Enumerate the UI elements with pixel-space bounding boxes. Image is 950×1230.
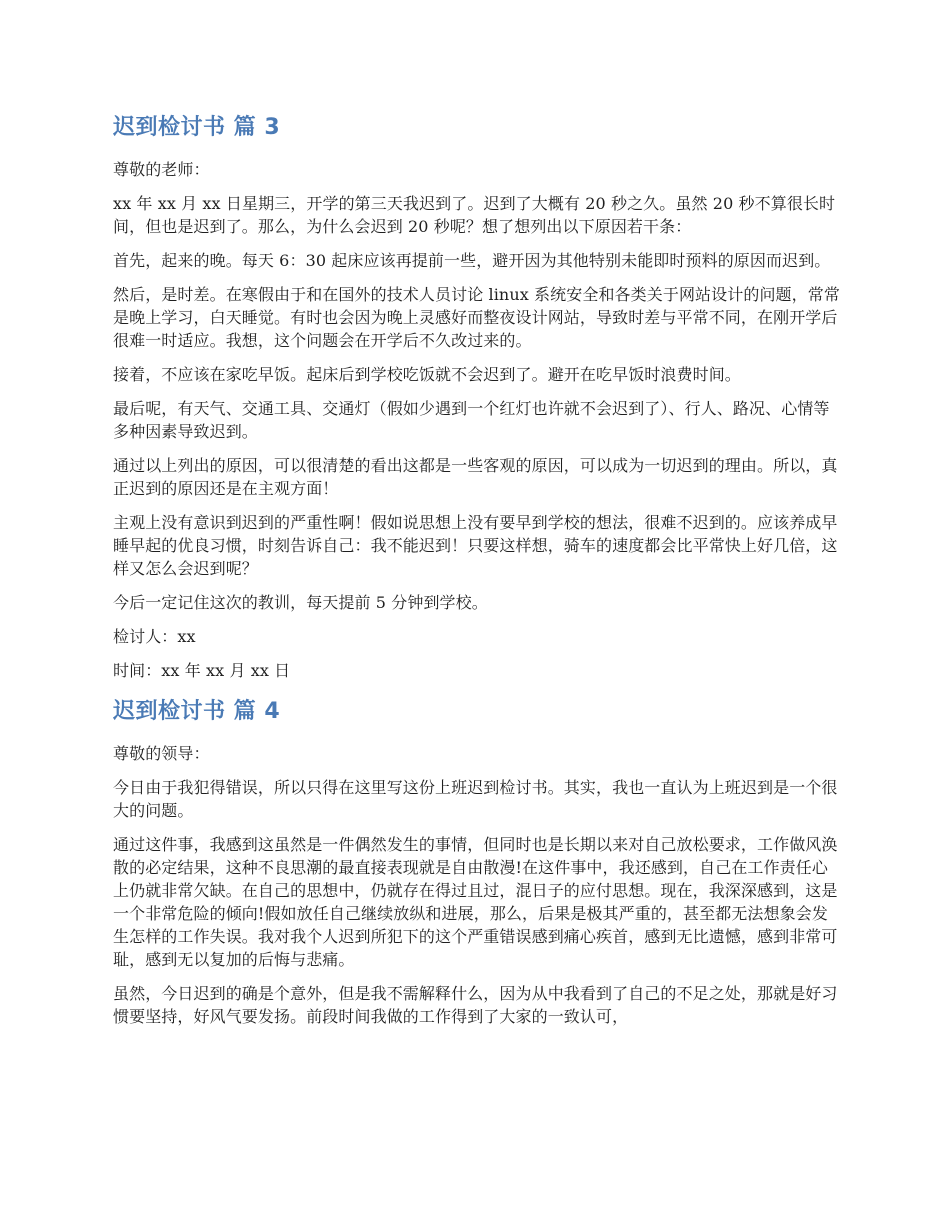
paragraph: 然后，是时差。在寒假由于和在国外的技术人员讨论 linux 系统安全和各类关于网站设计的问题，常常是晚上学习，白天睡觉。有时也会因为晚上灵感好而整夜设计网站，导致时差与平常不同，在刚开学后很难一时适应。我想，这个问题会在开学后不久改过来的。 bbox=[113, 285, 840, 350]
paragraph: xx 年 xx 月 xx 日星期三，开学的第三天我迟到了。迟到了大概有 20 秒之久。虽然 20 秒不算很长时间，但也是迟到了。那么，为什么会迟到 20 秒呢？想了想列出以下原因若干条： bbox=[113, 194, 836, 236]
paragraph: 今日由于我犯得错误，所以只得在这里写这份上班迟到检讨书。其实，我也一直认为上班迟到是一个很大的问题。 bbox=[113, 778, 838, 820]
paragraph: 通过以上列出的原因，可以很清楚的看出这都是一些客观的原因，可以成为一切迟到的理由。所以，真正迟到的原因还是在主观方面！ bbox=[113, 456, 838, 498]
paragraph: 今后一定记住这次的教训，每天提前 5 分钟到学校。 bbox=[113, 593, 488, 612]
paragraph: 最后呢，有天气、交通工具、交通灯（假如少遇到一个红灯也许就不会迟到了）、行人、路况、心情等多种因素导致迟到。 bbox=[113, 399, 830, 441]
paragraph: 主观上没有意识到迟到的严重性啊！假如说思想上没有要早到学校的想法，很难不迟到的。应该养成早睡早起的优良习惯，时刻告诉自己：我不能迟到！只要这样想，骑车的速度都会比平常快上好几倍，这样又怎么会迟到呢？ bbox=[113, 513, 838, 578]
paragraph: 首先，起来的晚。每天 6：30 起床应该再提前一些，避开因为其他特别未能即时预料的原因而迟到。 bbox=[113, 251, 831, 270]
salutation: 尊敬的老师： bbox=[113, 160, 210, 179]
salutation: 尊敬的领导： bbox=[113, 744, 210, 763]
paragraph: 虽然，今日迟到的确是个意外，但是我不需解释什么，因为从中我看到了自己的不足之处，那就是好习惯要坚持，好风气要发扬。前段时间我做的工作得到了大家的一致认可， bbox=[113, 984, 838, 1026]
paragraph: 通过这件事，我感到这虽然是一件偶然发生的事情，但同时也是长期以来对自己放松要求，工作做风涣散的必定结果，这种不良思潮的最直接表现就是自由散漫!在这件事中，我还感到，自己在工作责任心上仍就非常欠缺。在自己的思想中，仍就存在得过且过，混日子的应付思想。现在，我深深感到，这是一个非常危险的倾向!假如放任自己继续放纵和进展，那么，后果是极其严重的，甚至都无法想象会发生怎样的工作失误。我对我个人迟到所犯下的这个严重错误感到痛心疾首，感到无比遗憾，感到非常可耻，感到无以复加的后悔与悲痛。 bbox=[113, 835, 838, 969]
paragraph: 接着，不应该在家吃早饭。起床后到学校吃饭就不会迟到了。避开在吃早饭时浪费时间。 bbox=[113, 365, 741, 384]
document-page bbox=[113, 112, 840, 1039]
section-4-title: 迟到检讨书 篇 4 bbox=[113, 699, 281, 724]
section-3-title: 迟到检讨书 篇 3 bbox=[113, 115, 281, 140]
date-line: 时间：xx 年 xx 月 xx 日 bbox=[113, 661, 291, 680]
signature-line: 检讨人：xx bbox=[113, 627, 196, 646]
